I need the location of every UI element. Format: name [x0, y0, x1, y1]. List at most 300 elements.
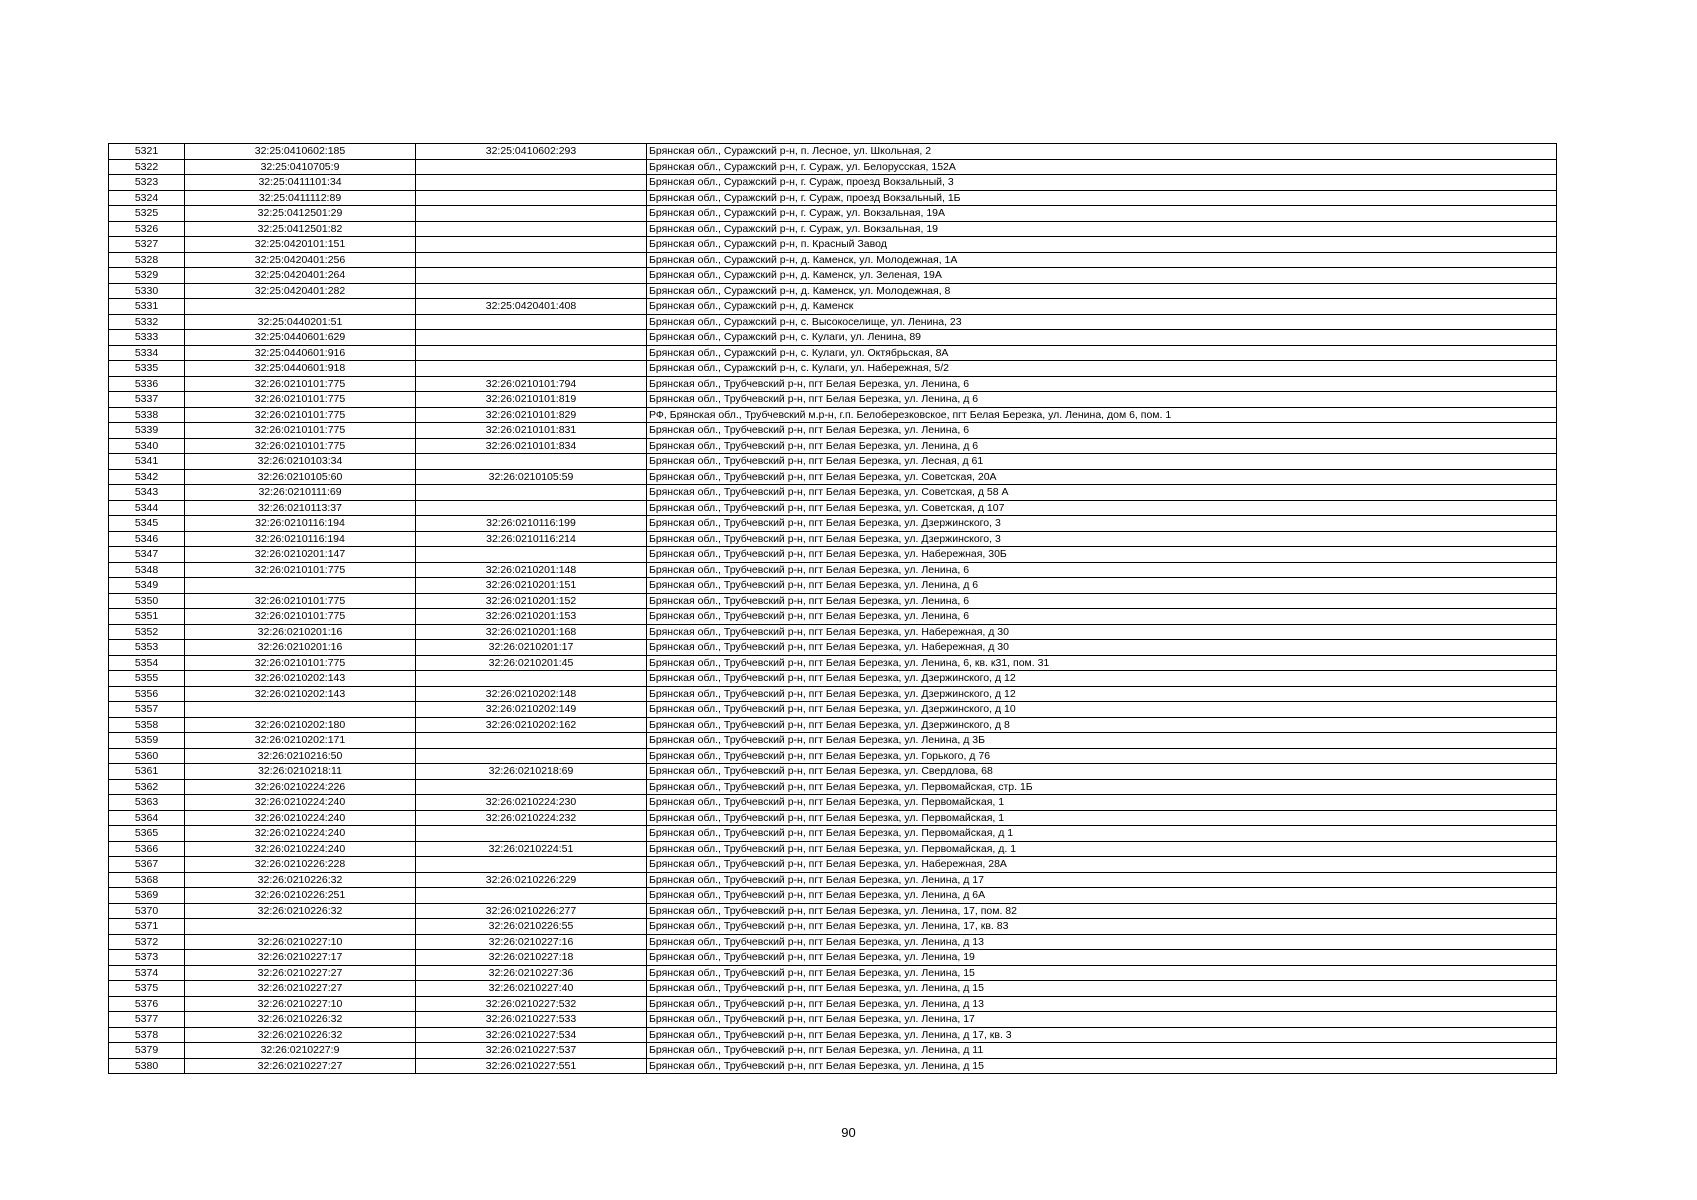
object-cadastral-number-cell: [416, 345, 647, 361]
address-cell: РФ, Брянская обл., Трубчевский м.р-н, г.п. Белоберезковское, пгт Белая Березка, ул. Ленина, дом 6, пом. 1: [647, 407, 1557, 423]
table-row: [109, 841, 1557, 857]
table-row: [109, 221, 1557, 237]
address-cell: Брянская обл., Трубчевский р-н, пгт Белая Березка, ул. Дзержинского, д 10: [647, 702, 1557, 718]
address-cell: Брянская обл., Трубчевский р-н, пгт Белая Березка, ул. Ленина, 6: [647, 562, 1557, 578]
table-row: [109, 872, 1557, 888]
row-number-cell: 5360: [109, 748, 185, 764]
table-row: [109, 888, 1557, 904]
table-row: [109, 345, 1557, 361]
source-cadastral-number-cell: 32:25:0410602:185: [185, 144, 416, 160]
table-row: [109, 376, 1557, 392]
object-cadastral-number-cell: 32:26:0210226:229: [416, 872, 647, 888]
object-cadastral-number-cell: 32:26:0210101:834: [416, 438, 647, 454]
table-row: [109, 609, 1557, 625]
object-cadastral-number-cell: 32:26:0210224:232: [416, 810, 647, 826]
source-cadastral-number-cell: 32:26:0210113:37: [185, 500, 416, 516]
address-cell: Брянская обл., Трубчевский р-н, пгт Белая Березка, ул. Ленина, 6, кв. к31, пом. 31: [647, 655, 1557, 671]
source-cadastral-number-cell: 32:26:0210101:775: [185, 562, 416, 578]
object-cadastral-number-cell: [416, 888, 647, 904]
address-cell: Брянская обл., Трубчевский р-н, пгт Белая Березка, ул. Набережная, 28А: [647, 857, 1557, 873]
object-cadastral-number-cell: 32:26:0210201:45: [416, 655, 647, 671]
address-cell: Брянская обл., Трубчевский р-н, пгт Белая Березка, ул. Ленина, д 3Б: [647, 733, 1557, 749]
object-cadastral-number-cell: 32:26:0210101:829: [416, 407, 647, 423]
row-number-cell: 5327: [109, 237, 185, 253]
row-number-cell: 5371: [109, 919, 185, 935]
object-cadastral-number-cell: 32:26:0210201:151: [416, 578, 647, 594]
table-row: [109, 485, 1557, 501]
object-cadastral-number-cell: [416, 454, 647, 470]
table-row: [109, 981, 1557, 997]
source-cadastral-number-cell: 32:26:0210227:9: [185, 1043, 416, 1059]
object-cadastral-number-cell: 32:26:0210101:819: [416, 392, 647, 408]
row-number-cell: 5330: [109, 283, 185, 299]
source-cadastral-number-cell: 32:25:0420401:256: [185, 252, 416, 268]
table-row: [109, 237, 1557, 253]
row-number-cell: 5352: [109, 624, 185, 640]
source-cadastral-number-cell: 32:26:0210101:775: [185, 376, 416, 392]
object-cadastral-number-cell: 32:26:0210101:794: [416, 376, 647, 392]
address-cell: Брянская обл., Трубчевский р-н, пгт Белая Березка, ул. Набережная, 30Б: [647, 547, 1557, 563]
address-cell: Брянская обл., Суражский р-н, с. Кулаги, ул. Ленина, 89: [647, 330, 1557, 346]
source-cadastral-number-cell: 32:26:0210101:775: [185, 392, 416, 408]
row-number-cell: 5349: [109, 578, 185, 594]
table-row: [109, 934, 1557, 950]
table-row: [109, 531, 1557, 547]
source-cadastral-number-cell: 32:26:0210202:143: [185, 671, 416, 687]
address-cell: Брянская обл., Трубчевский р-н, пгт Белая Березка, ул. Ленина, 6: [647, 423, 1557, 439]
row-number-cell: 5356: [109, 686, 185, 702]
source-cadastral-number-cell: 32:26:0210224:240: [185, 826, 416, 842]
row-number-cell: 5380: [109, 1058, 185, 1074]
source-cadastral-number-cell: [185, 578, 416, 594]
table-row: [109, 702, 1557, 718]
source-cadastral-number-cell: 32:26:0210101:775: [185, 655, 416, 671]
table-row: [109, 764, 1557, 780]
table-row: [109, 671, 1557, 687]
source-cadastral-number-cell: 32:26:0210227:10: [185, 996, 416, 1012]
source-cadastral-number-cell: 32:25:0412501:29: [185, 206, 416, 222]
source-cadastral-number-cell: 32:26:0210216:50: [185, 748, 416, 764]
object-cadastral-number-cell: [416, 175, 647, 191]
source-cadastral-number-cell: 32:26:0210201:16: [185, 624, 416, 640]
source-cadastral-number-cell: 32:26:0210201:147: [185, 547, 416, 563]
address-cell: Брянская обл., Трубчевский р-н, пгт Белая Березка, ул. Дзержинского, д 12: [647, 671, 1557, 687]
row-number-cell: 5372: [109, 934, 185, 950]
row-number-cell: 5376: [109, 996, 185, 1012]
table-row: [109, 593, 1557, 609]
address-cell: Брянская обл., Суражский р-н, с. Высокоселище, ул. Ленина, 23: [647, 314, 1557, 330]
address-cell: Брянская обл., Трубчевский р-н, пгт Белая Березка, ул. Ленина, 6: [647, 593, 1557, 609]
row-number-cell: 5370: [109, 903, 185, 919]
row-number-cell: 5340: [109, 438, 185, 454]
row-number-cell: 5333: [109, 330, 185, 346]
address-cell: Брянская обл., Трубчевский р-н, пгт Белая Березка, ул. Лесная, д 61: [647, 454, 1557, 470]
table-row: [109, 578, 1557, 594]
object-cadastral-number-cell: [416, 314, 647, 330]
address-cell: Брянская обл., Трубчевский р-н, пгт Белая Березка, ул. Свердлова, 68: [647, 764, 1557, 780]
address-cell: Брянская обл., Суражский р-н, г. Сураж, ул. Вокзальная, 19: [647, 221, 1557, 237]
source-cadastral-number-cell: 32:26:0210226:32: [185, 872, 416, 888]
source-cadastral-number-cell: 32:26:0210226:251: [185, 888, 416, 904]
source-cadastral-number-cell: 32:26:0210101:775: [185, 593, 416, 609]
row-number-cell: 5373: [109, 950, 185, 966]
source-cadastral-number-cell: 32:25:0412501:82: [185, 221, 416, 237]
source-cadastral-number-cell: 32:25:0411112:89: [185, 190, 416, 206]
table-row: [109, 144, 1557, 160]
row-number-cell: 5361: [109, 764, 185, 780]
source-cadastral-number-cell: 32:26:0210201:16: [185, 640, 416, 656]
object-cadastral-number-cell: 32:26:0210202:162: [416, 717, 647, 733]
object-cadastral-number-cell: 32:26:0210224:51: [416, 841, 647, 857]
address-cell: Брянская обл., Суражский р-н, п. Красный Завод: [647, 237, 1557, 253]
object-cadastral-number-cell: 32:25:0410602:293: [416, 144, 647, 160]
address-cell: Брянская обл., Трубчевский р-н, пгт Белая Березка, ул. Первомайская, 1: [647, 810, 1557, 826]
address-cell: Брянская обл., Трубчевский р-н, пгт Белая Березка, ул. Советская, 20А: [647, 469, 1557, 485]
address-cell: Брянская обл., Трубчевский р-н, пгт Белая Березка, ул. Советская, д 58 А: [647, 485, 1557, 501]
address-cell: Брянская обл., Суражский р-н, д. Каменск, ул. Зеленая, 19А: [647, 268, 1557, 284]
row-number-cell: 5322: [109, 159, 185, 175]
table-row: [109, 547, 1557, 563]
object-cadastral-number-cell: 32:26:0210105:59: [416, 469, 647, 485]
object-cadastral-number-cell: [416, 221, 647, 237]
table-row: [109, 252, 1557, 268]
table-row: [109, 950, 1557, 966]
object-cadastral-number-cell: [416, 330, 647, 346]
source-cadastral-number-cell: 32:25:0440601:918: [185, 361, 416, 377]
address-cell: Брянская обл., Трубчевский р-н, пгт Белая Березка, ул. Ленина, д 15: [647, 1058, 1557, 1074]
table-row: [109, 392, 1557, 408]
source-cadastral-number-cell: 32:25:0440201:51: [185, 314, 416, 330]
address-cell: Брянская обл., Трубчевский р-н, пгт Белая Березка, ул. Набережная, д 30: [647, 640, 1557, 656]
row-number-cell: 5379: [109, 1043, 185, 1059]
row-number-cell: 5336: [109, 376, 185, 392]
row-number-cell: 5329: [109, 268, 185, 284]
address-cell: Брянская обл., Трубчевский р-н, пгт Белая Березка, ул. Ленина, д 17, кв. 3: [647, 1027, 1557, 1043]
address-cell: Брянская обл., Трубчевский р-н, пгт Белая Березка, ул. Ленина, д 6: [647, 438, 1557, 454]
row-number-cell: 5377: [109, 1012, 185, 1028]
table-row: [109, 283, 1557, 299]
source-cadastral-number-cell: 32:26:0210226:32: [185, 1027, 416, 1043]
object-cadastral-number-cell: 32:26:0210227:18: [416, 950, 647, 966]
table-row: [109, 500, 1557, 516]
row-number-cell: 5363: [109, 795, 185, 811]
table-row: [109, 655, 1557, 671]
source-cadastral-number-cell: 32:26:0210101:775: [185, 407, 416, 423]
object-cadastral-number-cell: [416, 857, 647, 873]
address-cell: Брянская обл., Суражский р-н, п. Лесное, ул. Школьная, 2: [647, 144, 1557, 160]
table-row: [109, 733, 1557, 749]
object-cadastral-number-cell: [416, 500, 647, 516]
object-cadastral-number-cell: [416, 206, 647, 222]
address-cell: Брянская обл., Трубчевский р-н, пгт Белая Березка, ул. Первомайская, 1: [647, 795, 1557, 811]
row-number-cell: 5350: [109, 593, 185, 609]
source-cadastral-number-cell: 32:25:0411101:34: [185, 175, 416, 191]
row-number-cell: 5353: [109, 640, 185, 656]
address-cell: Брянская обл., Трубчевский р-н, пгт Белая Березка, ул. Ленина, 15: [647, 965, 1557, 981]
address-cell: Брянская обл., Трубчевский р-н, пгт Белая Березка, ул. Ленина, д 6: [647, 392, 1557, 408]
address-cell: Брянская обл., Трубчевский р-н, пгт Белая Березка, ул. Дзержинского, 3: [647, 531, 1557, 547]
object-cadastral-number-cell: 32:26:0210227:16: [416, 934, 647, 950]
table-row: [109, 438, 1557, 454]
object-cadastral-number-cell: [416, 283, 647, 299]
object-cadastral-number-cell: 32:26:0210201:152: [416, 593, 647, 609]
table-row: [109, 903, 1557, 919]
object-cadastral-number-cell: [416, 485, 647, 501]
source-cadastral-number-cell: [185, 702, 416, 718]
row-number-cell: 5364: [109, 810, 185, 826]
table-row: [109, 919, 1557, 935]
source-cadastral-number-cell: 32:25:0420401:282: [185, 283, 416, 299]
object-cadastral-number-cell: [416, 159, 647, 175]
table-row: [109, 810, 1557, 826]
source-cadastral-number-cell: 32:26:0210226:228: [185, 857, 416, 873]
source-cadastral-number-cell: 32:26:0210226:32: [185, 1012, 416, 1028]
object-cadastral-number-cell: 32:26:0210218:69: [416, 764, 647, 780]
address-cell: Брянская обл., Трубчевский р-н, пгт Белая Березка, ул. Ленина, 19: [647, 950, 1557, 966]
row-number-cell: 5343: [109, 485, 185, 501]
object-cadastral-number-cell: 32:26:0210201:153: [416, 609, 647, 625]
address-cell: Брянская обл., Трубчевский р-н, пгт Белая Березка, ул. Первомайская, д 1: [647, 826, 1557, 842]
object-cadastral-number-cell: 32:26:0210101:831: [416, 423, 647, 439]
object-cadastral-number-cell: [416, 671, 647, 687]
address-cell: Брянская обл., Суражский р-н, г. Сураж, ул. Вокзальная, 19А: [647, 206, 1557, 222]
object-cadastral-number-cell: 32:26:0210227:537: [416, 1043, 647, 1059]
row-number-cell: 5358: [109, 717, 185, 733]
source-cadastral-number-cell: 32:26:0210202:143: [185, 686, 416, 702]
address-cell: Брянская обл., Трубчевский р-н, пгт Белая Березка, ул. Дзержинского, д 8: [647, 717, 1557, 733]
source-cadastral-number-cell: 32:26:0210202:180: [185, 717, 416, 733]
source-cadastral-number-cell: 32:26:0210227:10: [185, 934, 416, 950]
row-number-cell: 5344: [109, 500, 185, 516]
source-cadastral-number-cell: 32:26:0210101:775: [185, 438, 416, 454]
object-cadastral-number-cell: 32:26:0210116:199: [416, 516, 647, 532]
row-number-cell: 5368: [109, 872, 185, 888]
row-number-cell: 5338: [109, 407, 185, 423]
object-cadastral-number-cell: 32:26:0210227:551: [416, 1058, 647, 1074]
table-row: [109, 516, 1557, 532]
address-cell: Брянская обл., Трубчевский р-н, пгт Белая Березка, ул. Ленина, д 13: [647, 934, 1557, 950]
row-number-cell: 5334: [109, 345, 185, 361]
table-row: [109, 330, 1557, 346]
table-row: [109, 175, 1557, 191]
address-cell: Брянская обл., Суражский р-н, с. Кулаги, ул. Набережная, 5/2: [647, 361, 1557, 377]
page-number: 90: [841, 1125, 856, 1140]
table-row: [109, 361, 1557, 377]
source-cadastral-number-cell: 32:26:0210224:240: [185, 810, 416, 826]
source-cadastral-number-cell: 32:26:0210111:69: [185, 485, 416, 501]
row-number-cell: 5357: [109, 702, 185, 718]
source-cadastral-number-cell: 32:25:0420101:151: [185, 237, 416, 253]
source-cadastral-number-cell: 32:25:0410705:9: [185, 159, 416, 175]
address-cell: Брянская обл., Трубчевский р-н, пгт Белая Березка, ул. Ленина, д 6А: [647, 888, 1557, 904]
row-number-cell: 5348: [109, 562, 185, 578]
address-cell: Брянская обл., Суражский р-н, г. Сураж, проезд Вокзальный, 1Б: [647, 190, 1557, 206]
table-row: [109, 795, 1557, 811]
address-cell: Брянская обл., Трубчевский р-н, пгт Белая Березка, ул. Горького, д 76: [647, 748, 1557, 764]
object-cadastral-number-cell: 32:26:0210202:148: [416, 686, 647, 702]
address-cell: Брянская обл., Трубчевский р-н, пгт Белая Березка, ул. Ленина, 6: [647, 376, 1557, 392]
table-row: [109, 965, 1557, 981]
object-cadastral-number-cell: 32:26:0210226:277: [416, 903, 647, 919]
source-cadastral-number-cell: 32:26:0210218:11: [185, 764, 416, 780]
table-row: [109, 562, 1557, 578]
table-row: [109, 1027, 1557, 1043]
row-number-cell: 5328: [109, 252, 185, 268]
table-row: [109, 1043, 1557, 1059]
table-row: [109, 206, 1557, 222]
row-number-cell: 5362: [109, 779, 185, 795]
address-cell: Брянская обл., Трубчевский р-н, пгт Белая Березка, ул. Дзержинского, д 12: [647, 686, 1557, 702]
source-cadastral-number-cell: 32:26:0210202:171: [185, 733, 416, 749]
address-cell: Брянская обл., Трубчевский р-н, пгт Белая Березка, ул. Ленина, 17, пом. 82: [647, 903, 1557, 919]
object-cadastral-number-cell: [416, 190, 647, 206]
source-cadastral-number-cell: 32:26:0210116:194: [185, 531, 416, 547]
address-cell: Брянская обл., Суражский р-н, д. Каменск, ул. Молодежная, 8: [647, 283, 1557, 299]
table-row: [109, 748, 1557, 764]
source-cadastral-number-cell: 32:26:0210227:17: [185, 950, 416, 966]
object-cadastral-number-cell: 32:26:0210116:214: [416, 531, 647, 547]
object-cadastral-number-cell: [416, 252, 647, 268]
object-cadastral-number-cell: 32:26:0210227:534: [416, 1027, 647, 1043]
object-cadastral-number-cell: 32:26:0210201:168: [416, 624, 647, 640]
source-cadastral-number-cell: 32:26:0210103:34: [185, 454, 416, 470]
address-cell: Брянская обл., Трубчевский р-н, пгт Белая Березка, ул. Ленина, д 6: [647, 578, 1557, 594]
row-number-cell: 5321: [109, 144, 185, 160]
table-row: [109, 826, 1557, 842]
object-cadastral-number-cell: 32:25:0420401:408: [416, 299, 647, 315]
address-cell: Брянская обл., Суражский р-н, д. Каменск, ул. Молодежная, 1А: [647, 252, 1557, 268]
address-cell: Брянская обл., Трубчевский р-н, пгт Белая Березка, ул. Первомайская, стр. 1Б: [647, 779, 1557, 795]
table-row: [109, 779, 1557, 795]
table-row: [109, 717, 1557, 733]
object-cadastral-number-cell: 32:26:0210226:55: [416, 919, 647, 935]
address-cell: Брянская обл., Трубчевский р-н, пгт Белая Березка, ул. Советская, д 107: [647, 500, 1557, 516]
source-cadastral-number-cell: 32:26:0210226:32: [185, 903, 416, 919]
source-cadastral-number-cell: 32:26:0210227:27: [185, 965, 416, 981]
row-number-cell: 5332: [109, 314, 185, 330]
table-row: [109, 996, 1557, 1012]
object-cadastral-number-cell: [416, 733, 647, 749]
source-cadastral-number-cell: 32:26:0210227:27: [185, 981, 416, 997]
object-cadastral-number-cell: [416, 779, 647, 795]
address-cell: Брянская обл., Трубчевский р-н, пгт Белая Березка, ул. Ленина, 17, кв. 83: [647, 919, 1557, 935]
row-number-cell: 5323: [109, 175, 185, 191]
object-cadastral-number-cell: [416, 361, 647, 377]
row-number-cell: 5346: [109, 531, 185, 547]
row-number-cell: 5375: [109, 981, 185, 997]
source-cadastral-number-cell: 32:25:0420401:264: [185, 268, 416, 284]
table-row: [109, 454, 1557, 470]
row-number-cell: 5359: [109, 733, 185, 749]
source-cadastral-number-cell: 32:26:0210116:194: [185, 516, 416, 532]
source-cadastral-number-cell: 32:25:0440601:629: [185, 330, 416, 346]
row-number-cell: 5342: [109, 469, 185, 485]
source-cadastral-number-cell: 32:26:0210227:27: [185, 1058, 416, 1074]
row-number-cell: 5331: [109, 299, 185, 315]
object-cadastral-number-cell: [416, 748, 647, 764]
address-cell: Брянская обл., Трубчевский р-н, пгт Белая Березка, ул. Ленина, 6: [647, 609, 1557, 625]
table-row: [109, 686, 1557, 702]
object-cadastral-number-cell: [416, 826, 647, 842]
row-number-cell: 5351: [109, 609, 185, 625]
register-table-body: [109, 144, 1557, 1074]
object-cadastral-number-cell: 32:26:0210202:149: [416, 702, 647, 718]
table-row: [109, 624, 1557, 640]
table-row: [109, 640, 1557, 656]
table-row: [109, 190, 1557, 206]
source-cadastral-number-cell: [185, 919, 416, 935]
object-cadastral-number-cell: 32:26:0210224:230: [416, 795, 647, 811]
object-cadastral-number-cell: [416, 237, 647, 253]
row-number-cell: 5369: [109, 888, 185, 904]
row-number-cell: 5374: [109, 965, 185, 981]
row-number-cell: 5365: [109, 826, 185, 842]
address-cell: Брянская обл., Трубчевский р-н, пгт Белая Березка, ул. Первомайская, д. 1: [647, 841, 1557, 857]
table-row: [109, 314, 1557, 330]
source-cadastral-number-cell: 32:26:0210101:775: [185, 609, 416, 625]
object-cadastral-number-cell: 32:26:0210227:40: [416, 981, 647, 997]
address-cell: Брянская обл., Суражский р-н, д. Каменск: [647, 299, 1557, 315]
address-cell: Брянская обл., Трубчевский р-н, пгт Белая Березка, ул. Ленина, 17: [647, 1012, 1557, 1028]
object-cadastral-number-cell: 32:26:0210201:17: [416, 640, 647, 656]
object-cadastral-number-cell: [416, 268, 647, 284]
row-number-cell: 5326: [109, 221, 185, 237]
table-row: [109, 299, 1557, 315]
row-number-cell: 5337: [109, 392, 185, 408]
address-cell: Брянская обл., Суражский р-н, с. Кулаги, ул. Октябрьская, 8А: [647, 345, 1557, 361]
table-row: [109, 407, 1557, 423]
source-cadastral-number-cell: 32:26:0210224:240: [185, 841, 416, 857]
object-cadastral-number-cell: 32:26:0210227:533: [416, 1012, 647, 1028]
address-cell: Брянская обл., Трубчевский р-н, пгт Белая Березка, ул. Набережная, д 30: [647, 624, 1557, 640]
row-number-cell: 5347: [109, 547, 185, 563]
row-number-cell: 5355: [109, 671, 185, 687]
address-cell: Брянская обл., Трубчевский р-н, пгт Белая Березка, ул. Ленина, д 11: [647, 1043, 1557, 1059]
address-cell: Брянская обл., Трубчевский р-н, пгт Белая Березка, ул. Ленина, д 15: [647, 981, 1557, 997]
table-row: [109, 1058, 1557, 1074]
row-number-cell: 5325: [109, 206, 185, 222]
source-cadastral-number-cell: 32:26:0210105:60: [185, 469, 416, 485]
table-row: [109, 159, 1557, 175]
row-number-cell: 5345: [109, 516, 185, 532]
object-cadastral-number-cell: 32:26:0210201:148: [416, 562, 647, 578]
address-cell: Брянская обл., Суражский р-н, г. Сураж, ул. Белорусская, 152А: [647, 159, 1557, 175]
object-cadastral-number-cell: 32:26:0210227:532: [416, 996, 647, 1012]
address-cell: Брянская обл., Трубчевский р-н, пгт Белая Березка, ул. Ленина, д 13: [647, 996, 1557, 1012]
address-cell: Брянская обл., Суражский р-н, г. Сураж, проезд Вокзальный, 3: [647, 175, 1557, 191]
row-number-cell: 5341: [109, 454, 185, 470]
row-number-cell: 5354: [109, 655, 185, 671]
row-number-cell: 5335: [109, 361, 185, 377]
source-cadastral-number-cell: 32:25:0440601:916: [185, 345, 416, 361]
row-number-cell: 5367: [109, 857, 185, 873]
row-number-cell: 5324: [109, 190, 185, 206]
address-cell: Брянская обл., Трубчевский р-н, пгт Белая Березка, ул. Дзержинского, 3: [647, 516, 1557, 532]
row-number-cell: 5366: [109, 841, 185, 857]
cadastral-register-table: [108, 143, 1557, 1074]
row-number-cell: 5339: [109, 423, 185, 439]
source-cadastral-number-cell: 32:26:0210224:240: [185, 795, 416, 811]
table-row: [109, 857, 1557, 873]
table-row: [109, 423, 1557, 439]
row-number-cell: 5378: [109, 1027, 185, 1043]
table-row: [109, 268, 1557, 284]
address-cell: Брянская обл., Трубчевский р-н, пгт Белая Березка, ул. Ленина, д 17: [647, 872, 1557, 888]
object-cadastral-number-cell: [416, 547, 647, 563]
table-row: [109, 469, 1557, 485]
source-cadastral-number-cell: [185, 299, 416, 315]
object-cadastral-number-cell: 32:26:0210227:36: [416, 965, 647, 981]
